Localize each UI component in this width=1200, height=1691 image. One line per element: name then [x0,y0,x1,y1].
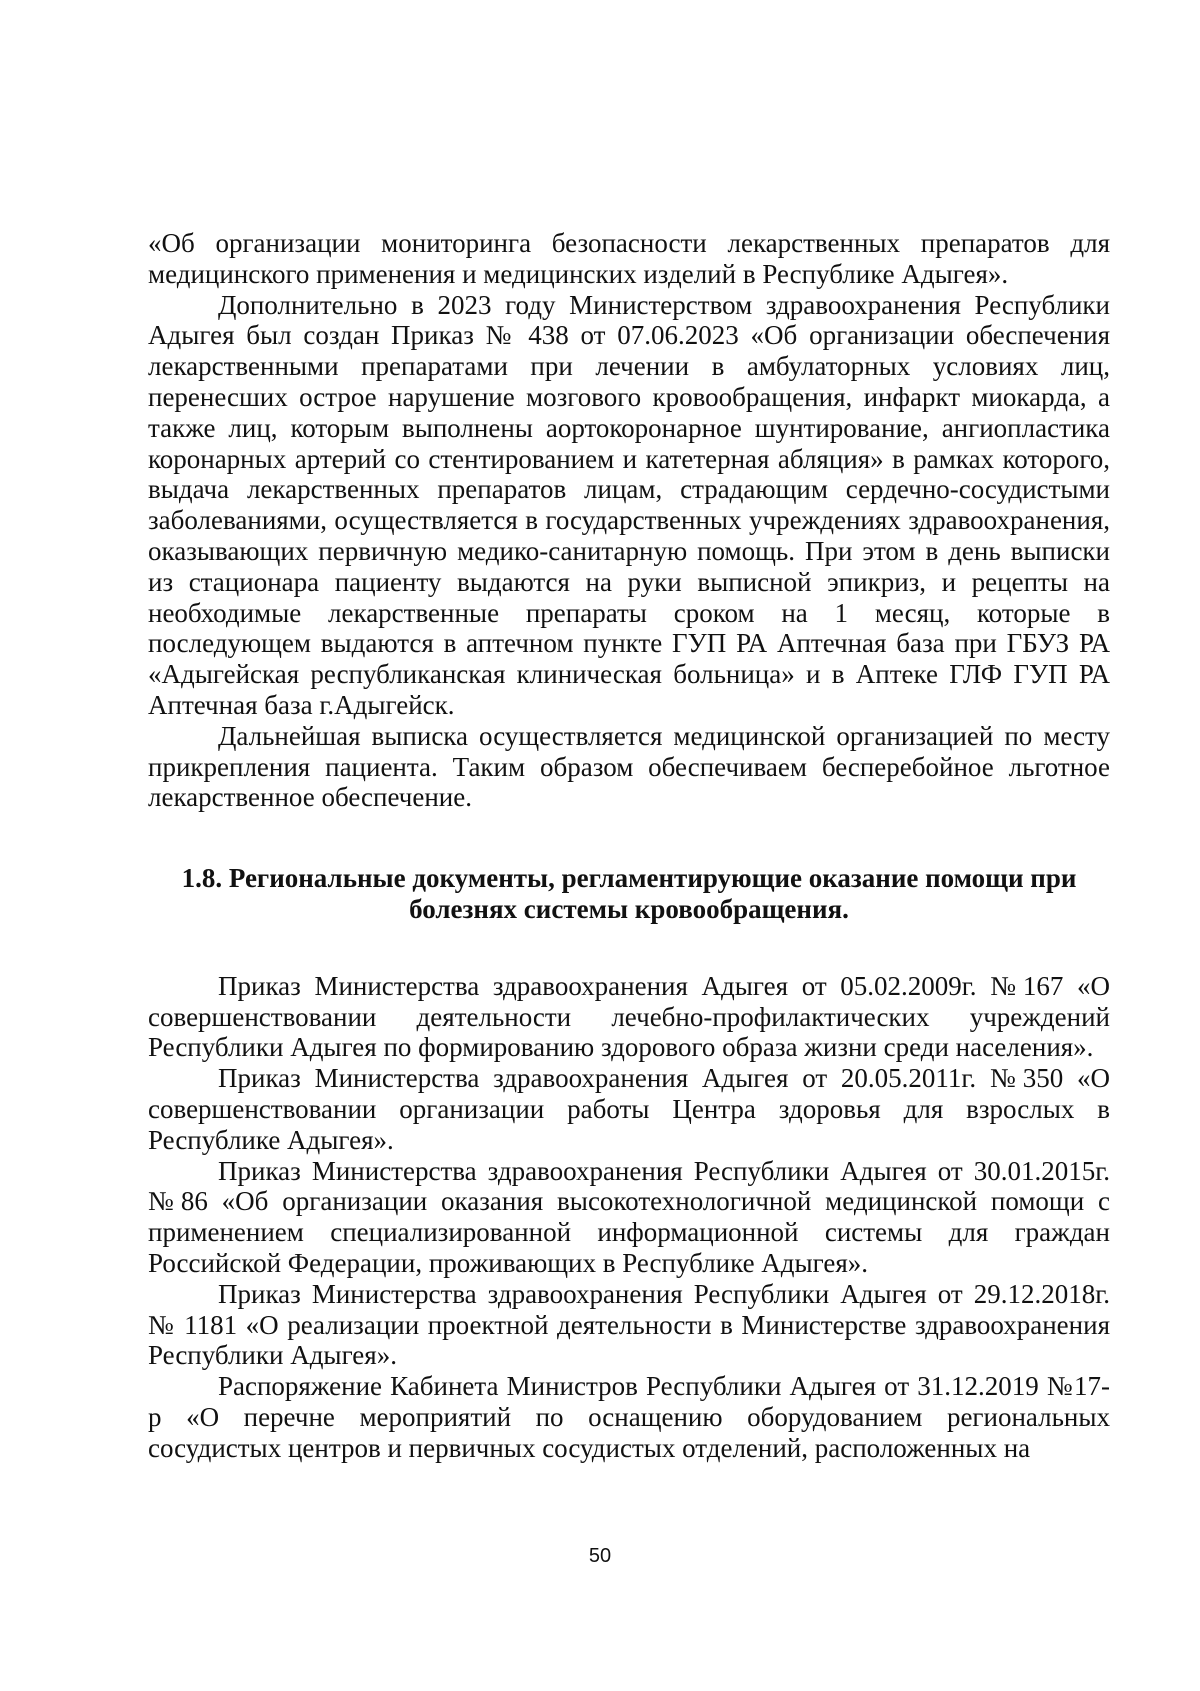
paragraph-order-1181: Приказ Министерства здравоохранения Республики Адыгея от 29.12.2018г. № 1181 «О реализации проектной деятельности в Министерстве здравоохранения Республики Адыгея». [148,1278,1110,1371]
section-heading: 1.8. Региональные документы, регламентирующие оказание помощи при болезнях системы кровообращения. [181,863,1077,924]
paragraph-order-86: Приказ Министерства здравоохранения Республики Адыгея от 30.01.2015г. №86 «Об организации оказания высокотехнологичной медицинской помощи с применением специализированной информационной системы для граждан Российской Федерации, проживающих в Республике Адыгея». [148,1155,1110,1278]
document-body [148,228,1110,1463]
paragraph-decree-17r: Распоряжение Кабинета Министров Республики Адыгея от 31.12.2019 №17-р «О перечне мероприятий по оснащению оборудованием региональных сосудистых центров и первичных сосудистых отделений, расположенных на [148,1371,1110,1463]
paragraph-order-167: Приказ Министерства здравоохранения Адыгея от 05.02.2009г. №167 «О совершенствовании деятельности лечебно-профилактических учреждений Республики Адыгея по формированию здорового образа жизни среди населения». [148,970,1110,1063]
page-number: 50 [588,1545,612,1567]
paragraph-continuation: «Об организации мониторинга безопасности лекарственных препаратов для медицинского применения и медицинских изделий в Республике Адыгея». [148,228,1110,289]
paragraph-further-prescription: Дальнейшая выписка осуществляется медицинской организацией по месту прикрепления пациента. Таким образом обеспечиваем бесперебойное льготное лекарственное обеспечение. [148,720,1110,813]
spacer [148,925,1110,971]
paragraph-prikaz-438: Дополнительно в 2023 году Министерством здравоохранения Республики Адыгея был создан Приказ № 438 от 07.06.2023 «Об организации обеспечения лекарственными препаратами при лечении в амбулаторных условиях лиц, перенесших острое нарушение мозгового кровообращения, инфаркт миокарда, а также лиц, которым выполнены аортокоронарное шунтирование, ангиопластика коронарных артерий со стентированием и катетерная абляция» в рамках которого, выдача лекарственных препаратов лицам, страдающим сердечно-сосудистыми заболеваниями, осуществляется в государственных учреждениях здравоохранения, оказывающих первичную медико-санитарную помощь. При этом в день выписки из стационара пациенту выдаются на руки выписной эпикриз, и рецепты на необходимые лекарственные препараты сроком на 1 месяц, которые в последующем выдаются в аптечном пункте ГУП РА Аптечная база при ГБУЗ РА «Адыгейская республиканская клиническая больница» и в Аптеке ГЛФ ГУП РА Аптечная база г.Адыгейск. [148,289,1110,720]
spacer [148,813,1110,863]
paragraph-order-350: Приказ Министерства здравоохранения Адыгея от 20.05.2011г. №350 «О совершенствовании организации работы Центра здоровья для взрослых в Республике Адыгея». [148,1063,1110,1155]
